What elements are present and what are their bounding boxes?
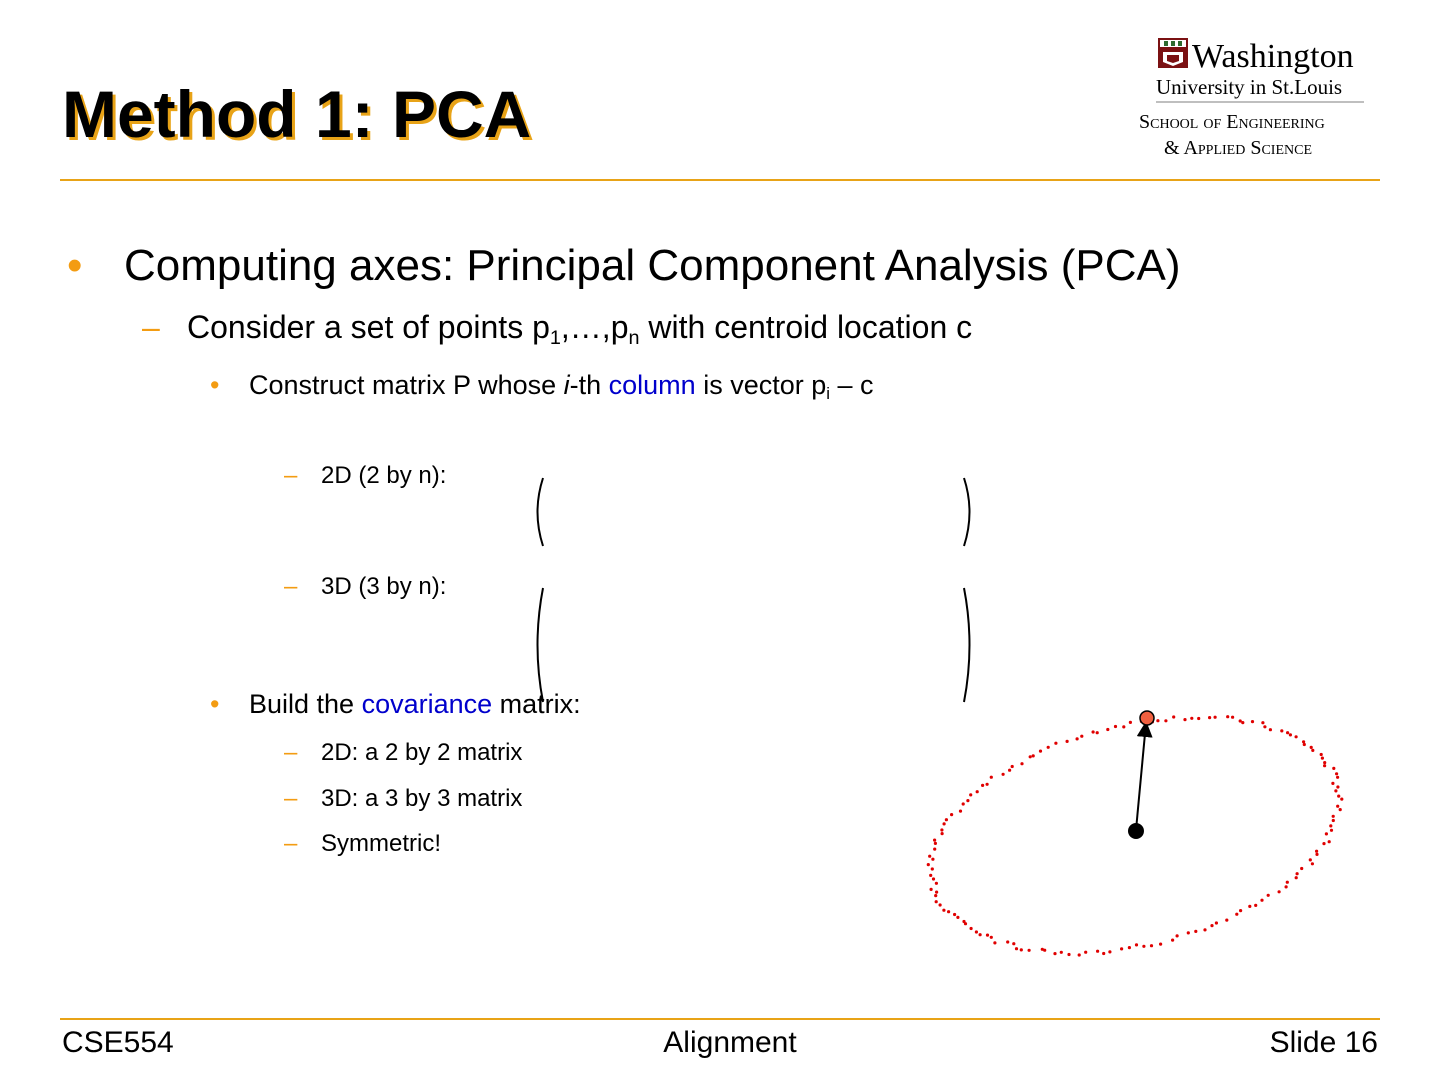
cloud-point bbox=[1041, 948, 1044, 951]
cloud-point bbox=[947, 910, 950, 913]
cloud-point bbox=[945, 818, 948, 821]
cloud-point bbox=[1208, 716, 1211, 719]
cov-item-symmetric: Symmetric! bbox=[321, 830, 441, 857]
cloud-point bbox=[975, 930, 978, 933]
cloud-point bbox=[1106, 728, 1109, 731]
cloud-point bbox=[1210, 924, 1213, 927]
cloud-point bbox=[1076, 737, 1079, 740]
logo-line-3: School of Engineering bbox=[1139, 111, 1325, 133]
bullet-marker: • bbox=[67, 241, 83, 290]
cloud-point bbox=[1311, 862, 1314, 865]
cloud-point bbox=[986, 934, 989, 937]
cloud-point bbox=[933, 839, 936, 842]
cloud-point bbox=[990, 776, 993, 779]
cov-item-2d: 2D: a 2 by 2 matrix bbox=[321, 739, 523, 766]
cloud-point bbox=[943, 822, 946, 825]
cloud-point bbox=[1336, 776, 1339, 779]
cloud-point bbox=[1102, 952, 1105, 955]
cloud-point bbox=[1295, 876, 1298, 879]
cloud-point bbox=[1142, 945, 1145, 948]
dash-marker: – bbox=[284, 739, 298, 766]
cloud-point bbox=[1190, 717, 1193, 720]
cloud-point bbox=[1325, 832, 1328, 835]
cloud-point bbox=[1066, 740, 1069, 743]
crest-icon bbox=[1158, 38, 1188, 68]
cloud-point bbox=[1269, 728, 1272, 731]
cloud-point bbox=[1260, 899, 1263, 902]
logo-line-1: Washington bbox=[1192, 38, 1354, 75]
cloud-point bbox=[1197, 717, 1200, 720]
cloud-point bbox=[1183, 718, 1186, 721]
cloud-point bbox=[1226, 715, 1229, 718]
cloud-point bbox=[970, 927, 973, 930]
cloud-point bbox=[935, 900, 938, 903]
cloud-point bbox=[1322, 842, 1325, 845]
cloud-point bbox=[1331, 782, 1334, 785]
cloud-point bbox=[1309, 858, 1312, 861]
matrix-2d-right-bracket bbox=[964, 478, 970, 546]
cloud-point bbox=[1332, 767, 1335, 770]
matrix-3d-right-bracket bbox=[964, 588, 970, 702]
footer-topic: Alignment bbox=[663, 1026, 797, 1059]
logo-line-2: University in St.Louis bbox=[1156, 75, 1343, 99]
cloud-point bbox=[1323, 764, 1326, 767]
cloud-point bbox=[1329, 824, 1332, 827]
cloud-point bbox=[976, 790, 979, 793]
cloud-point bbox=[1108, 950, 1111, 953]
cloud-point bbox=[1092, 730, 1095, 733]
cloud-point bbox=[1225, 919, 1228, 922]
cloud-point bbox=[1310, 746, 1313, 749]
cloud-point bbox=[1067, 953, 1070, 956]
point-cloud-figure bbox=[900, 690, 1370, 970]
cloud-point bbox=[1302, 740, 1305, 743]
bullet-marker: • bbox=[210, 370, 220, 400]
logo-line-4: & Applied Science bbox=[1164, 137, 1313, 159]
cloud-point bbox=[966, 799, 969, 802]
cloud-point bbox=[993, 941, 996, 944]
cloud-point bbox=[933, 848, 936, 851]
cloud-point bbox=[1028, 949, 1031, 952]
cloud-point bbox=[1295, 735, 1298, 738]
cloud-point bbox=[1172, 715, 1175, 718]
cloud-point bbox=[1029, 755, 1032, 758]
cloud-point bbox=[1187, 931, 1190, 934]
cloud-point bbox=[1278, 890, 1281, 893]
cloud-point bbox=[1060, 951, 1063, 954]
cloud-point bbox=[1263, 725, 1266, 728]
dim-3d-label: 3D (3 by n): bbox=[321, 573, 447, 600]
dash-marker: – bbox=[284, 830, 298, 857]
cloud-point bbox=[959, 810, 962, 813]
cloud-point bbox=[1203, 928, 1206, 931]
cloud-point bbox=[1321, 757, 1324, 760]
cloud-point bbox=[1054, 742, 1057, 745]
cloud-point bbox=[1337, 795, 1340, 798]
cloud-point bbox=[1015, 947, 1018, 950]
cloud-point bbox=[1080, 735, 1083, 738]
cloud-point bbox=[1150, 944, 1153, 947]
cloud-point bbox=[1020, 948, 1023, 951]
cloud-point bbox=[1020, 762, 1023, 765]
cloud-point bbox=[1286, 881, 1289, 884]
cloud-point bbox=[1296, 872, 1299, 875]
cloud-point bbox=[1159, 943, 1162, 946]
cloud-point bbox=[1129, 721, 1132, 724]
cloud-point bbox=[934, 894, 937, 897]
cloud-point bbox=[1300, 867, 1303, 870]
cloud-point bbox=[1311, 749, 1314, 752]
cloud-point bbox=[1323, 761, 1326, 764]
cloud-point bbox=[1286, 731, 1289, 734]
matrix-3d-left-bracket bbox=[538, 588, 544, 702]
cloud-point bbox=[1231, 716, 1234, 719]
university-logo bbox=[1136, 30, 1386, 160]
cloud-point bbox=[1176, 934, 1179, 937]
dash-marker: – bbox=[284, 573, 298, 600]
footer-divider bbox=[60, 1018, 1380, 1020]
cloud-point bbox=[934, 842, 937, 845]
cloud-point bbox=[1114, 725, 1117, 728]
footer-slide-number: Slide 16 bbox=[1269, 1026, 1378, 1059]
cloud-point bbox=[935, 882, 938, 885]
cloud-point bbox=[1011, 765, 1014, 768]
cloud-point bbox=[1053, 952, 1056, 955]
cloud-point bbox=[928, 855, 931, 858]
cloud-point bbox=[956, 916, 959, 919]
matrix-brackets bbox=[520, 470, 990, 710]
cloud-point bbox=[1039, 750, 1042, 753]
cloud-point bbox=[1006, 940, 1009, 943]
cloud-point bbox=[1047, 746, 1050, 749]
cloud-point bbox=[1012, 942, 1015, 945]
cloud-point bbox=[1215, 921, 1218, 924]
cloud-point bbox=[1171, 939, 1174, 942]
cloud-point bbox=[932, 877, 935, 880]
main-bullet: Computing axes: Principal Component Analysis (PCA) bbox=[124, 241, 1181, 290]
cloud-point bbox=[930, 888, 933, 891]
cloud-point bbox=[1328, 840, 1331, 843]
cloud-point bbox=[1164, 719, 1167, 722]
cloud-point bbox=[1128, 946, 1131, 949]
cloud-point bbox=[1315, 850, 1318, 853]
dim-2d-label: 2D (2 by n): bbox=[321, 462, 447, 489]
header-divider bbox=[60, 179, 1380, 181]
cloud-point bbox=[1335, 772, 1338, 775]
bullet-marker: • bbox=[210, 689, 220, 719]
cloud-point bbox=[939, 903, 942, 906]
matrix-2d-left-bracket bbox=[538, 478, 544, 546]
cloud-point bbox=[1135, 943, 1138, 946]
cloud-point bbox=[1332, 815, 1335, 818]
cloud-point bbox=[1096, 950, 1099, 953]
cloud-point bbox=[1267, 894, 1270, 897]
cloud-point bbox=[927, 863, 930, 866]
cloud-point bbox=[940, 828, 943, 831]
cloud-point bbox=[1254, 904, 1257, 907]
cloud-point bbox=[929, 874, 932, 877]
cloud-point bbox=[1084, 951, 1087, 954]
cloud-point bbox=[1336, 785, 1339, 788]
cloud-point bbox=[1280, 729, 1283, 732]
cloud-point bbox=[962, 920, 965, 923]
cloud-point bbox=[935, 891, 938, 894]
cov-item-3d: 3D: a 3 by 3 matrix bbox=[321, 785, 523, 812]
cloud-point bbox=[1122, 725, 1125, 728]
dash-marker: – bbox=[284, 785, 298, 812]
points-bullet: Consider a set of points $p_1,\dots,p_n$ with centroid location c bbox=[187, 309, 973, 349]
highlighted-point bbox=[1140, 711, 1154, 725]
cloud-point bbox=[1261, 721, 1264, 724]
dash-marker: – bbox=[142, 309, 160, 345]
principal-direction-arrow bbox=[1136, 723, 1146, 830]
cloud-point bbox=[1248, 905, 1251, 908]
cloud-point bbox=[941, 832, 944, 835]
dash-marker: – bbox=[284, 462, 298, 489]
cloud-point bbox=[1339, 808, 1342, 811]
construct-bullet: Construct matrix P whose i-th column is vector $p_i$ – c bbox=[249, 370, 874, 404]
footer-course: CSE554 bbox=[62, 1026, 174, 1059]
cloud-point bbox=[931, 858, 934, 861]
cloud-point bbox=[1315, 853, 1318, 856]
cloud-point bbox=[1320, 753, 1323, 756]
cloud-point bbox=[962, 802, 965, 805]
cloud-point bbox=[953, 913, 956, 916]
cloud-point bbox=[1285, 885, 1288, 888]
cloud-point bbox=[969, 793, 972, 796]
cloud-point bbox=[1156, 719, 1159, 722]
cloud-point bbox=[1336, 805, 1339, 808]
covariance-bullet: Build the covariance matrix: bbox=[249, 689, 581, 719]
cloud-point bbox=[981, 784, 984, 787]
cloud-point bbox=[990, 936, 993, 939]
cloud-point bbox=[942, 909, 945, 912]
cloud-point bbox=[1214, 716, 1217, 719]
cloud-point bbox=[1008, 769, 1011, 772]
cloud-point bbox=[1334, 789, 1337, 792]
cloud-point bbox=[1332, 819, 1335, 822]
cloud-point bbox=[1303, 743, 1306, 746]
cloud-point bbox=[1120, 947, 1123, 950]
cloud-point bbox=[1340, 798, 1343, 801]
cloud-point bbox=[931, 867, 934, 870]
cloud-point bbox=[1251, 720, 1254, 723]
cloud-point bbox=[1032, 754, 1035, 757]
centroid-point bbox=[1128, 823, 1144, 839]
cloud-point bbox=[986, 783, 989, 786]
cloud-point bbox=[1194, 930, 1197, 933]
cloud-point bbox=[950, 813, 953, 816]
cloud-point bbox=[1239, 909, 1242, 912]
cloud-point bbox=[979, 933, 982, 936]
cloud-point bbox=[1096, 731, 1099, 734]
cloud-point bbox=[1002, 773, 1005, 776]
slide-title: Method 1: PCA bbox=[62, 77, 532, 151]
cloud-point bbox=[1289, 733, 1292, 736]
cloud-point bbox=[1078, 953, 1081, 956]
cloud-point bbox=[1241, 721, 1244, 724]
cloud-point bbox=[1235, 913, 1238, 916]
cloud-point bbox=[1330, 829, 1333, 832]
